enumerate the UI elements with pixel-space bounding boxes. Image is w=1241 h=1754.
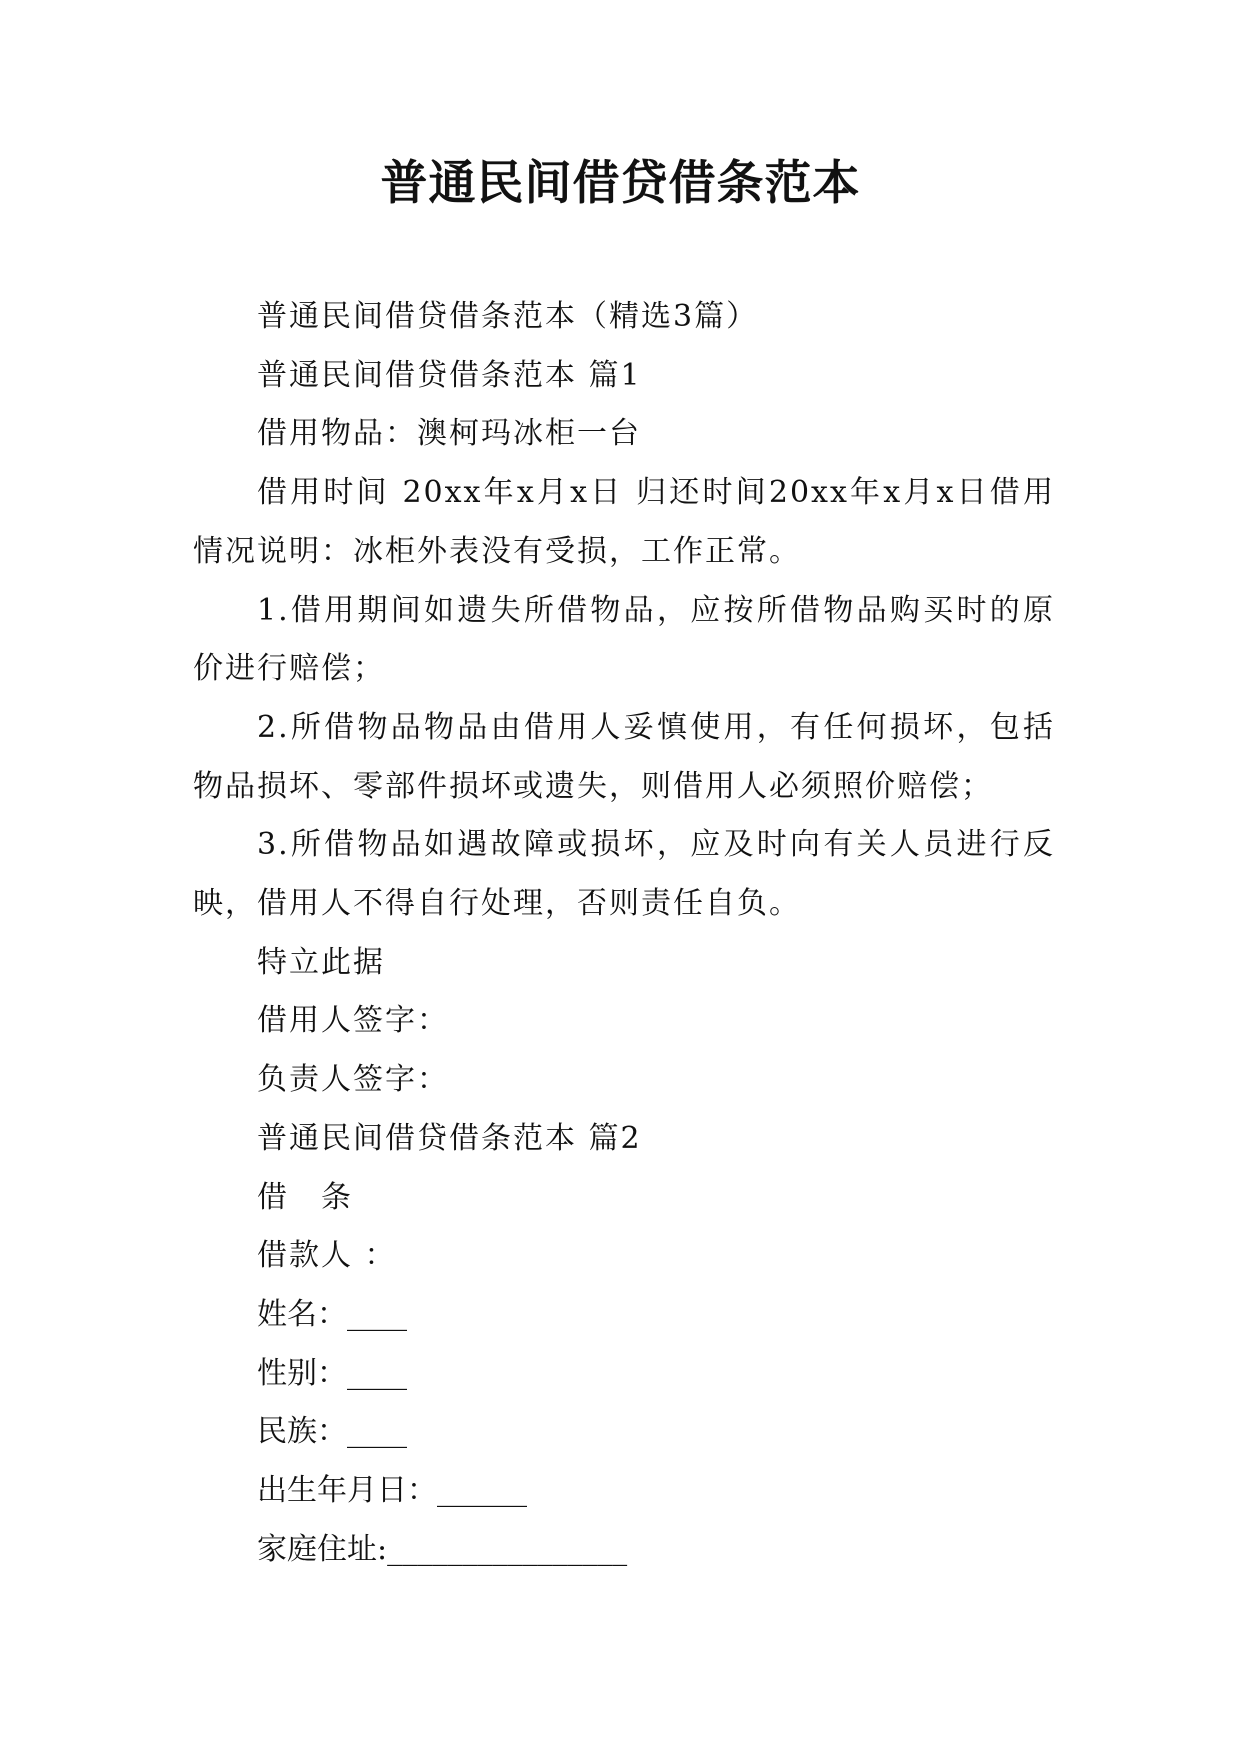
name-field: 姓名：____ bbox=[257, 1296, 407, 1332]
paragraph-hereby: 特立此据 bbox=[257, 944, 385, 980]
clause-1: 1.借用期间如遗失所借物品，应按所借物品购买时的原价进行赔偿； bbox=[193, 592, 1055, 687]
ethnicity-field: 民族：____ bbox=[257, 1414, 407, 1450]
iou-heading: 借 条 bbox=[257, 1179, 353, 1215]
borrower-signature-line: 借用人签字： bbox=[257, 1003, 449, 1039]
paragraph-borrowed-item: 借用物品：澳柯玛冰柜一台 bbox=[257, 416, 641, 452]
section-heading-2: 普通民间借贷借条范本 篇2 bbox=[257, 1120, 642, 1156]
document-title: 普通民间借贷借条范本 bbox=[380, 156, 861, 211]
paragraph-intro: 普通民间借贷借条范本（精选3篇） bbox=[257, 299, 759, 334]
paragraph-borrow-time: 借用时间 20xx年x月x日 归还时间20xx年x月x日借用情况说明：冰柜外表没有受损，工作正常。 bbox=[193, 475, 1055, 569]
gender-field: 性别：____ bbox=[257, 1355, 407, 1391]
document-body bbox=[193, 288, 1055, 1579]
clause-3: 3.所借物品如遇故障或损坏，应及时向有关人员进行反映，借用人不得自行处理，否则责任自负。 bbox=[193, 827, 1055, 922]
birthdate-field: 出生年月日：______ bbox=[257, 1473, 527, 1509]
section-heading-1: 普通民间借贷借条范本 篇1 bbox=[257, 357, 642, 393]
clause-2: 2.所借物品物品由借用人妥慎使用，有任何损坏，包括物品损坏、零部件损坏或遗失，则借用人必须照价赔偿； bbox=[193, 709, 1055, 804]
address-field: 家庭住址:________________ bbox=[257, 1531, 628, 1567]
supervisor-signature-line: 负责人签字： bbox=[257, 1062, 449, 1098]
borrower-label: 借款人 ： bbox=[257, 1238, 397, 1274]
